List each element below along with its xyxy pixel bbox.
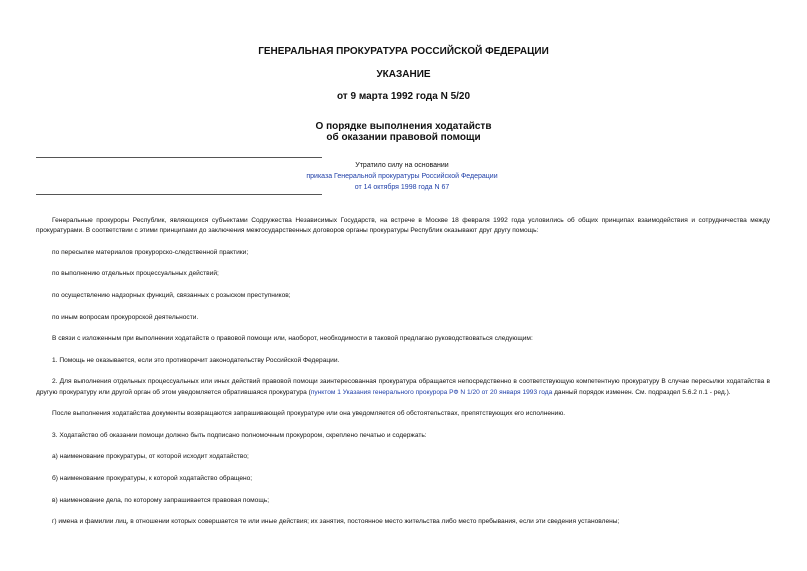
clause-3-b: б) наименование прокуратуры, к которой ходатайство обращено; xyxy=(52,474,253,482)
clause-2-text: 2. Для выполнения отдельных процессуальных или иных действий правовой помощи заинтересованная прокуратура обращается непосредственно в соответствующую компетентную прокуратуру В случае пересылки ходатайства в другую прокуратуру или другой орган об этом уведомляется обратившаяся прокуратура ( xyxy=(36,378,770,396)
clause-3: 3. Ходатайство об оказании помощи должно быть подписано полномочным прокурором, скреплено печатью и содержать: xyxy=(52,431,427,439)
repeal-note-line-1: Утратило силу на основании xyxy=(355,162,449,169)
clause-2-tail: данный порядок изменен. См. подраздел 5.6.2 п.1 - ред.). xyxy=(552,388,731,396)
top-divider xyxy=(36,157,322,158)
paragraph-return-docs: После выполнения ходатайства документы возвращаются запрашивающей прокуратуре или она уведомляется об обстоятельствах, препятствующих его исполнению. xyxy=(52,410,566,418)
bottom-divider xyxy=(36,194,322,195)
document-type: УКАЗАНИЕ xyxy=(376,69,431,80)
clause-3-v: в) наименование дела, по которому запрашивается правовая помощь; xyxy=(52,496,270,504)
repeal-order-date-link[interactable]: от 14 октября 1998 года N 67 xyxy=(354,184,450,191)
repeal-order-link[interactable]: приказа Генеральной прокуратуры Российской Федерации xyxy=(306,173,498,180)
clause-2 xyxy=(36,377,770,397)
clause-3-a: а) наименование прокуратуры, от которой исходит ходатайство; xyxy=(52,453,249,461)
document-title-line-2: об оказании правовой помощи xyxy=(326,132,481,143)
clause-3-g: г) имена и фамилии лиц, в отношении которых совершается те или иные действия; их занятия, постоянное место жительства либо место пребывания, если эти сведения установлены; xyxy=(52,518,620,526)
list-item-procedural: по выполнению отдельных процессуальных действий; xyxy=(52,270,219,278)
list-item-supervision: по осуществлению надзорных функций, связанных с розыском преступников; xyxy=(52,291,291,299)
repeal-note xyxy=(292,160,512,193)
amendment-link[interactable]: пунктом 1 Указания генерального прокурора РФ N 1/20 от 20 января 1993 года xyxy=(310,388,553,396)
paragraph-guidance: В связи с изложенным при выполнении ходатайств о правовой помощи или, наоборот, необходимости в таковой предлагаю руководствоваться следующим: xyxy=(52,335,533,343)
document-body xyxy=(36,216,770,527)
organization-name: ГЕНЕРАЛЬНАЯ ПРОКУРАТУРА РОССИЙСКОЙ ФЕДЕРАЦИИ xyxy=(258,46,549,57)
document-title-line-1: О порядке выполнения ходатайств xyxy=(315,121,492,132)
list-item-other: по иным вопросам прокурорской деятельности. xyxy=(52,313,199,321)
paragraph-intro: Генеральные прокуроры Республик, являющихся субъектами Содружества Независимых Государств, на встрече в Москве 18 февраля 1992 года условились об общих принципах взаимодействия и сотрудничества между прокуратурами. В соответствии с этими принципами до заключения межгосударственных договоров органы прокуратуры Республик оказывают друг другу помощь: xyxy=(36,217,770,235)
list-item-materials: по пересылке материалов прокурорско-следственной практики; xyxy=(52,248,249,256)
clause-1: 1. Помощь не оказывается, если это противоречит законодательству Российской Федерации. xyxy=(52,356,340,364)
document-date-number: от 9 марта 1992 года N 5/20 xyxy=(336,91,471,102)
